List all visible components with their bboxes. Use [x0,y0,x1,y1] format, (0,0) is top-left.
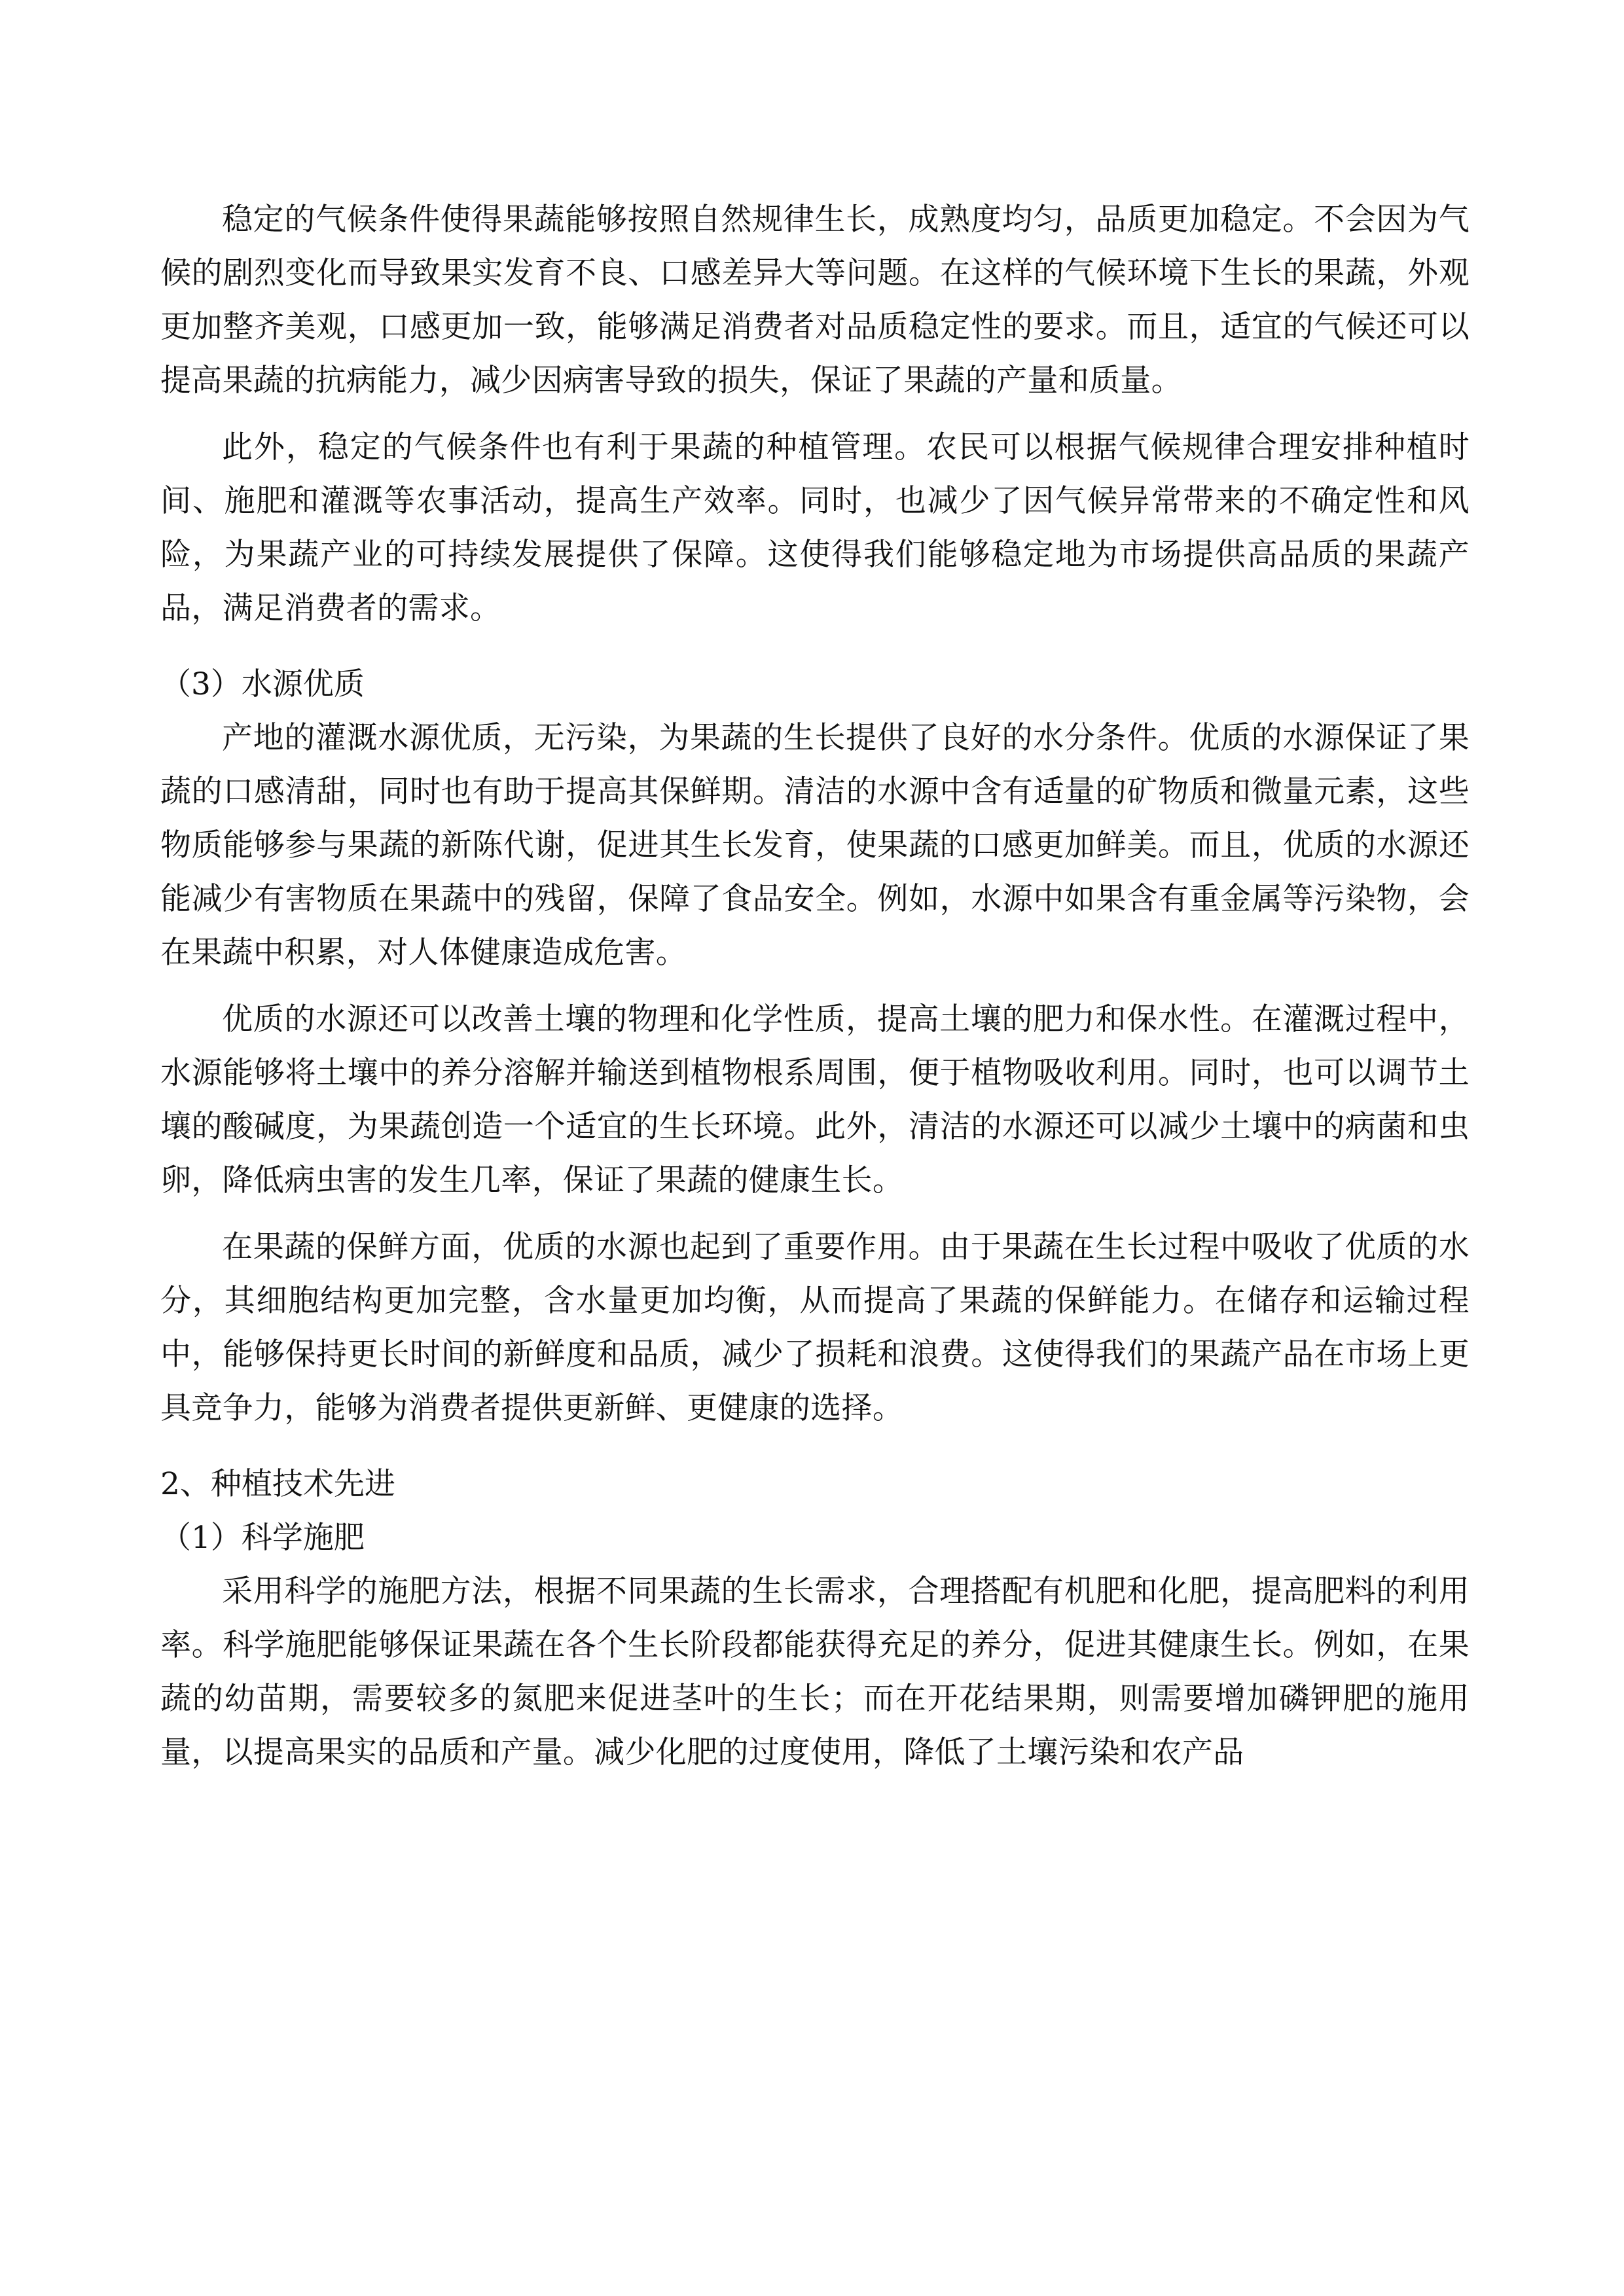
paragraph-climate-stability: 稳定的气候条件使得果蔬能够按照自然规律生长，成熟度均匀，品质更加稳定。不会因为气候的剧烈变化而导致果实发育不良、口感差异大等问题。在这样的气候环境下生长的果蔬，外观更加整齐美观，口感更加一致，能够满足消费者对品质稳定性的要求。而且，适宜的气候还可以提高果蔬的抗病能力，减少因病害导致的损失，保证了果蔬的产量和质量。 [160,202,1470,399]
paragraph-water-soil: 优质的水源还可以改善土壤的物理和化学性质，提高土壤的肥力和保水性。在灌溉过程中，水源能够将土壤中的养分溶解并输送到植物根系周围，便于植物吸收利用。同时，也可以调节土壤的酸碱度，为果蔬创造一个适宜的生长环境。此外，清洁的水源还可以减少土壤中的病菌和虫卵，降低病虫害的发生几率，保证了果蔬的健康生长。 [160,1001,1470,1198]
heading-scientific-fertilization: （1）科学施肥 [160,1520,365,1556]
heading-planting-technology: 2、种植技术先进 [160,1466,395,1502]
paragraph-climate-management: 此外，稳定的气候条件也有利于果蔬的种植管理。农民可以根据气候规律合理安排种植时间、施肥和灌溉等农事活动，提高生产效率。同时，也减少了因气候异常带来的不确定性和风险，为果蔬产业的可持续发展提供了保障。这使得我们能够稳定地为市场提供高品质的果蔬产品，满足消费者的需求。 [160,429,1470,626]
paragraph-water-irrigation: 产地的灌溉水源优质，无污染，为果蔬的生长提供了良好的水分条件。优质的水源保证了果蔬的口感清甜，同时也有助于提高其保鲜期。清洁的水源中含有适量的矿物质和微量元素，这些物质能够参与果蔬的新陈代谢，促进其生长发育，使果蔬的口感更加鲜美。而且，优质的水源还能减少有害物质在果蔬中的残留，保障了食品安全。例如，水源中如果含有重金属等污染物，会在果蔬中积累，对人体健康造成危害。 [160,720,1470,971]
paragraph-fertilization: 采用科学的施肥方法，根据不同果蔬的生长需求，合理搭配有机肥和化肥，提高肥料的利用率。科学施肥能够保证果蔬在各个生长阶段都能获得充足的养分，促进其健康生长。例如，在果蔬的幼苗期，需要较多的氮肥来促进茎叶的生长；而在开花结果期，则需要增加磷钾肥的施用量，以提高果实的品质和产量。减少化肥的过度使用，降低了土壤污染和农产品 [160,1573,1470,1770]
document-body [160,193,1470,1780]
heading-water-quality: （3）水源优质 [160,666,365,702]
paragraph-water-preservation: 在果蔬的保鲜方面，优质的水源也起到了重要作用。由于果蔬在生长过程中吸收了优质的水分，其细胞结构更加完整，含水量更加均衡，从而提高了果蔬的保鲜能力。在储存和运输过程中，能够保持更长时间的新鲜度和品质，减少了损耗和浪费。这使得我们的果蔬产品在市场上更具竞争力，能够为消费者提供更新鲜、更健康的选择。 [160,1229,1470,1426]
